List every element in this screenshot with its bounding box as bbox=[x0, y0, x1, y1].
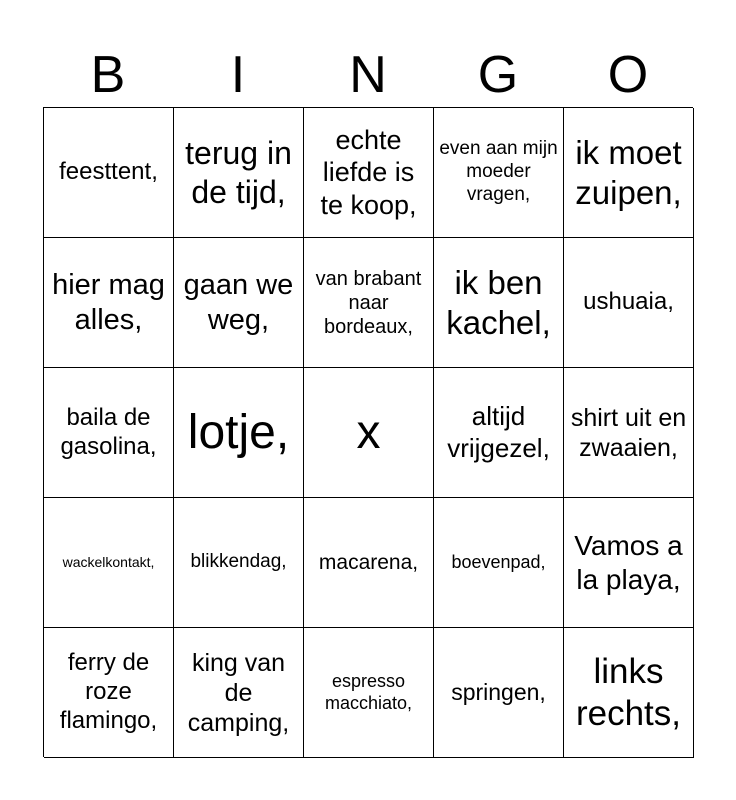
bingo-cell-text: even aan mijn moeder vragen, bbox=[439, 138, 558, 205]
bingo-cell-text: springen, bbox=[451, 678, 546, 705]
bingo-cell[interactable] bbox=[564, 108, 694, 238]
bingo-cell-text: boevenpad, bbox=[451, 551, 546, 572]
bingo-cell[interactable] bbox=[44, 238, 174, 368]
bingo-cell[interactable] bbox=[174, 368, 304, 498]
header-letter-b: B bbox=[90, 46, 126, 104]
bingo-cell[interactable] bbox=[304, 108, 434, 238]
bingo-cell-text: macarena, bbox=[318, 550, 419, 574]
bingo-cell-text: links rechts, bbox=[575, 651, 682, 733]
bingo-cell[interactable] bbox=[304, 628, 434, 758]
bingo-header bbox=[43, 44, 693, 106]
bingo-cell-text: hier mag alles, bbox=[52, 268, 165, 336]
header-letter-g: G bbox=[477, 46, 519, 104]
bingo-cell-text: terug in de tijd, bbox=[185, 135, 292, 210]
bingo-cell[interactable] bbox=[44, 108, 174, 238]
bingo-cell-text: feesttent, bbox=[59, 158, 158, 186]
bingo-cell[interactable] bbox=[564, 498, 694, 628]
bingo-cell-text: gaan we weg, bbox=[183, 268, 294, 336]
bingo-cell-text: van brabant naar bordeaux, bbox=[315, 267, 422, 338]
header-letter-n: N bbox=[349, 46, 387, 104]
bingo-cell-text: espresso macchiato, bbox=[324, 670, 413, 713]
bingo-cell[interactable] bbox=[434, 628, 564, 758]
bingo-cell[interactable] bbox=[44, 628, 174, 758]
bingo-cell-text: x bbox=[356, 405, 381, 459]
bingo-cell[interactable] bbox=[434, 108, 564, 238]
bingo-cell-text: altijd vrijgezel, bbox=[447, 401, 550, 463]
bingo-cell-text: shirt uit en zwaaien, bbox=[570, 403, 687, 462]
bingo-cell[interactable] bbox=[304, 368, 434, 498]
bingo-card-grid bbox=[43, 107, 693, 757]
bingo-cell-text: wackelkontakt, bbox=[62, 554, 155, 571]
header-letter-o: O bbox=[607, 46, 649, 104]
bingo-cell-text: blikkendag, bbox=[190, 551, 287, 573]
bingo-cell[interactable] bbox=[564, 368, 694, 498]
bingo-cell[interactable] bbox=[564, 238, 694, 368]
bingo-cell[interactable] bbox=[434, 238, 564, 368]
bingo-cell-text: king van de camping, bbox=[187, 648, 290, 737]
bingo-cell[interactable] bbox=[174, 238, 304, 368]
bingo-cell[interactable] bbox=[174, 108, 304, 238]
bingo-cell[interactable] bbox=[564, 628, 694, 758]
bingo-cell[interactable] bbox=[44, 498, 174, 628]
bingo-cell[interactable] bbox=[174, 628, 304, 758]
bingo-cell-text: echte liefde is te koop, bbox=[320, 124, 417, 220]
header-letter-i: I bbox=[230, 46, 246, 104]
bingo-cell[interactable] bbox=[434, 498, 564, 628]
bingo-cell-text: baila de gasolina, bbox=[60, 403, 157, 460]
bingo-cell[interactable] bbox=[304, 238, 434, 368]
bingo-cell[interactable] bbox=[434, 368, 564, 498]
bingo-cell[interactable] bbox=[44, 368, 174, 498]
bingo-cell-text: ushuaia, bbox=[583, 288, 674, 316]
bingo-cell-text: Vamos a la playa, bbox=[574, 529, 683, 595]
bingo-cell-text: lotje, bbox=[187, 405, 290, 459]
bingo-cell-text: ferry de roze flamingo, bbox=[59, 649, 158, 734]
bingo-cell-text: ik ben kachel, bbox=[446, 263, 551, 341]
bingo-cell-text: ik moet zuipen, bbox=[575, 133, 682, 211]
bingo-cell[interactable] bbox=[304, 498, 434, 628]
bingo-cell[interactable] bbox=[174, 498, 304, 628]
